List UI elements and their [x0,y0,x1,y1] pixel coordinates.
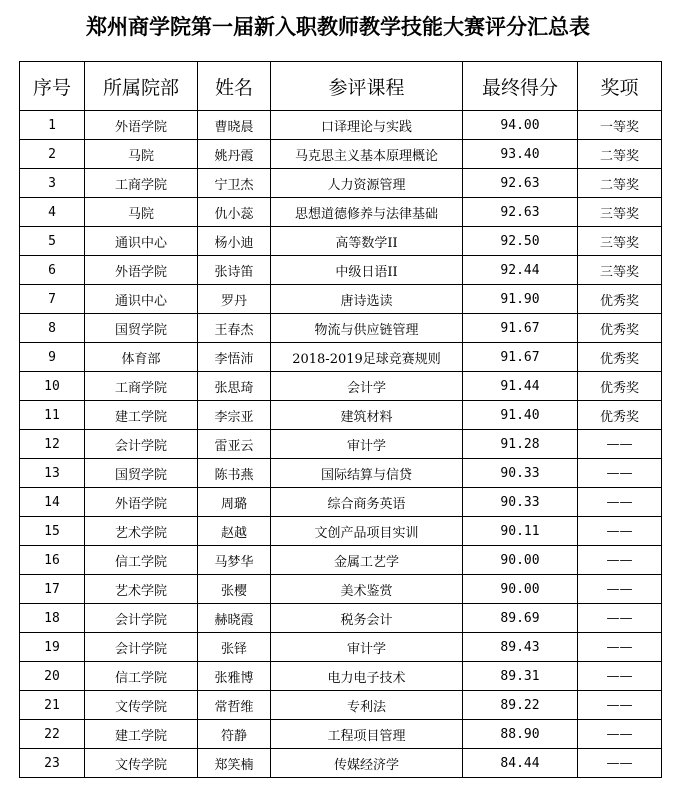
cell-index: 23 [20,749,85,778]
page-title: 郑州商学院第一届新入职教师教学技能大赛评分汇总表 [86,14,590,39]
cell-final-score: 91.40 [463,401,578,430]
cell-index: 9 [20,343,85,372]
cell-final-score: 90.11 [463,517,578,546]
cell-index: 3 [20,169,85,198]
cell-course: 文创产品项目实训 [271,517,463,546]
score-summary-table [19,61,662,778]
table-row [20,691,662,720]
table-row [20,604,662,633]
cell-name: 张樱 [198,575,271,604]
cell-course: 会计学 [271,372,463,401]
table-row [20,749,662,778]
cell-award: 三等奖 [578,227,662,256]
table-row [20,343,662,372]
cell-final-score: 91.28 [463,430,578,459]
cell-course: 高等数学II [271,227,463,256]
cell-index: 15 [20,517,85,546]
cell-name: 周璐 [198,488,271,517]
cell-department: 马院 [85,198,198,227]
cell-final-score: 89.22 [463,691,578,720]
cell-index: 13 [20,459,85,488]
cell-award: 优秀奖 [578,285,662,314]
cell-index: 6 [20,256,85,285]
cell-award: 优秀奖 [578,401,662,430]
table-row [20,285,662,314]
header-award: 奖项 [578,62,662,111]
cell-name: 雷亚云 [198,430,271,459]
cell-department: 体育部 [85,343,198,372]
table-row [20,546,662,575]
cell-final-score: 84.44 [463,749,578,778]
cell-name: 姚丹霞 [198,140,271,169]
cell-name: 陈书燕 [198,459,271,488]
cell-name: 李宗亚 [198,401,271,430]
cell-award: —— [578,749,662,778]
cell-course: 口译理论与实践 [271,111,463,140]
cell-final-score: 91.67 [463,343,578,372]
cell-final-score: 92.44 [463,256,578,285]
cell-name: 张铎 [198,633,271,662]
cell-award: —— [578,633,662,662]
cell-index: 7 [20,285,85,314]
cell-course: 国际结算与信贷 [271,459,463,488]
cell-award: 二等奖 [578,169,662,198]
cell-department: 文传学院 [85,749,198,778]
cell-department: 外语学院 [85,488,198,517]
cell-department: 信工学院 [85,662,198,691]
cell-award: —— [578,488,662,517]
cell-course: 电力电子技术 [271,662,463,691]
table-row [20,459,662,488]
cell-index: 22 [20,720,85,749]
cell-department: 马院 [85,140,198,169]
cell-department: 国贸学院 [85,314,198,343]
cell-course: 专利法 [271,691,463,720]
cell-name: 常哲维 [198,691,271,720]
cell-course: 唐诗选读 [271,285,463,314]
cell-name: 赫晓霞 [198,604,271,633]
cell-final-score: 89.31 [463,662,578,691]
header-department: 所属院部 [85,62,198,111]
cell-index: 11 [20,401,85,430]
table-row [20,256,662,285]
cell-index: 5 [20,227,85,256]
cell-course: 综合商务英语 [271,488,463,517]
cell-department: 艺术学院 [85,517,198,546]
cell-award: —— [578,546,662,575]
cell-course: 工程项目管理 [271,720,463,749]
cell-department: 会计学院 [85,604,198,633]
header-course: 参评课程 [271,62,463,111]
cell-department: 通识中心 [85,285,198,314]
cell-index: 18 [20,604,85,633]
cell-index: 1 [20,111,85,140]
cell-award: —— [578,604,662,633]
cell-index: 2 [20,140,85,169]
cell-final-score: 90.33 [463,459,578,488]
cell-index: 10 [20,372,85,401]
cell-final-score: 92.63 [463,169,578,198]
cell-course: 美术鉴赏 [271,575,463,604]
cell-name: 李悟沛 [198,343,271,372]
table-row [20,227,662,256]
cell-name: 张思琦 [198,372,271,401]
cell-index: 16 [20,546,85,575]
cell-name: 马梦华 [198,546,271,575]
cell-course: 建筑材料 [271,401,463,430]
cell-award: 优秀奖 [578,343,662,372]
cell-department: 工商学院 [85,372,198,401]
cell-award: —— [578,691,662,720]
cell-department: 通识中心 [85,227,198,256]
cell-index: 17 [20,575,85,604]
cell-award: 优秀奖 [578,372,662,401]
cell-award: —— [578,459,662,488]
table-row [20,575,662,604]
cell-department: 建工学院 [85,720,198,749]
cell-index: 4 [20,198,85,227]
cell-name: 张诗笛 [198,256,271,285]
cell-department: 外语学院 [85,256,198,285]
table-row [20,488,662,517]
cell-course: 物流与供应链管理 [271,314,463,343]
cell-award: 优秀奖 [578,314,662,343]
cell-course: 传媒经济学 [271,749,463,778]
cell-department: 信工学院 [85,546,198,575]
header-name: 姓名 [198,62,271,111]
cell-final-score: 90.33 [463,488,578,517]
table-row [20,169,662,198]
cell-award: 三等奖 [578,198,662,227]
table-row [20,430,662,459]
cell-department: 工商学院 [85,169,198,198]
cell-name: 郑笑楠 [198,749,271,778]
table-row [20,372,662,401]
table-row [20,140,662,169]
cell-name: 杨小迪 [198,227,271,256]
cell-department: 会计学院 [85,633,198,662]
cell-name: 宁卫杰 [198,169,271,198]
cell-name: 仇小蕊 [198,198,271,227]
cell-course: 思想道德修养与法律基础 [271,198,463,227]
header-final-score: 最终得分 [463,62,578,111]
header-row [20,62,662,111]
cell-name: 符静 [198,720,271,749]
cell-index: 14 [20,488,85,517]
cell-course: 审计学 [271,633,463,662]
cell-final-score: 88.90 [463,720,578,749]
cell-name: 王春杰 [198,314,271,343]
cell-award: 二等奖 [578,140,662,169]
cell-final-score: 92.50 [463,227,578,256]
cell-name: 赵越 [198,517,271,546]
table-body [20,111,662,778]
cell-course: 审计学 [271,430,463,459]
table-row [20,720,662,749]
cell-name: 曹晓晨 [198,111,271,140]
cell-course: 金属工艺学 [271,546,463,575]
cell-award: 一等奖 [578,111,662,140]
cell-final-score: 93.40 [463,140,578,169]
table-row [20,401,662,430]
cell-award: —— [578,720,662,749]
cell-department: 国贸学院 [85,459,198,488]
cell-award: —— [578,430,662,459]
cell-final-score: 92.63 [463,198,578,227]
table-row [20,314,662,343]
cell-department: 外语学院 [85,111,198,140]
cell-index: 21 [20,691,85,720]
cell-name: 罗丹 [198,285,271,314]
cell-award: —— [578,517,662,546]
cell-final-score: 91.44 [463,372,578,401]
table-row [20,111,662,140]
table-row [20,662,662,691]
cell-department: 建工学院 [85,401,198,430]
cell-final-score: 94.00 [463,111,578,140]
cell-department: 艺术学院 [85,575,198,604]
cell-index: 12 [20,430,85,459]
cell-index: 19 [20,633,85,662]
cell-course: 马克思主义基本原理概论 [271,140,463,169]
header-index: 序号 [20,62,85,111]
cell-final-score: 90.00 [463,575,578,604]
cell-final-score: 91.67 [463,314,578,343]
cell-name: 张雅博 [198,662,271,691]
cell-course: 税务会计 [271,604,463,633]
cell-department: 会计学院 [85,430,198,459]
cell-final-score: 90.00 [463,546,578,575]
table-row [20,198,662,227]
cell-award: 三等奖 [578,256,662,285]
table-row [20,517,662,546]
cell-final-score: 89.69 [463,604,578,633]
cell-department: 文传学院 [85,691,198,720]
cell-final-score: 89.43 [463,633,578,662]
cell-index: 8 [20,314,85,343]
cell-course: 2018-2019足球竞赛规则 [271,343,463,372]
cell-course: 人力资源管理 [271,169,463,198]
cell-award: —— [578,575,662,604]
cell-award: —— [578,662,662,691]
cell-index: 20 [20,662,85,691]
table-row [20,633,662,662]
cell-course: 中级日语II [271,256,463,285]
cell-final-score: 91.90 [463,285,578,314]
